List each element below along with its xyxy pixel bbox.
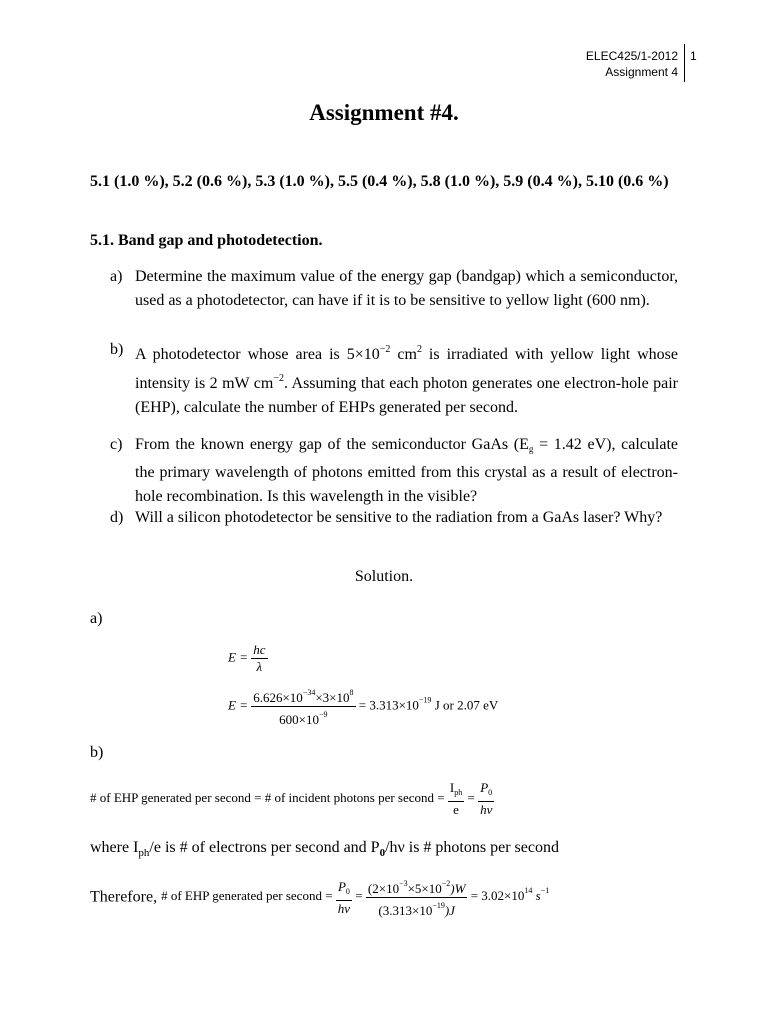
- equation-energy-value: E = $\frac{6.626\times 10^{-34}\times 3\times 10^8}{600\times 10^{-9}}$ = $3.313\times 10^{-19}$ J or 2.07 eV: [228, 685, 498, 728]
- question-a-text: Determine the maximum value of the energy gap (bandgap) which a semiconductor, used as a photodetector, can have if it is to be sensitive to yellow light (600 nm).: [135, 268, 678, 309]
- question-d-label: d): [110, 509, 124, 526]
- question-b: [110, 338, 678, 420]
- question-b-label: b): [110, 341, 124, 358]
- question-b-text: A photodetector whose area is $5\times 10^{-2}$ $cm^2$ is irradiated with yellow light whose intensity is 2 mW $cm^{-2}$. Assuming that each photon generates one electron-hole pair (EHP), calculate the number of EHPs generated per second.: [135, 344, 678, 416]
- question-d-text: Will a silicon photodetector be sensitive to the radiation from a GaAs laser? Why?: [135, 509, 663, 526]
- question-c: [110, 433, 678, 509]
- page-number: 1: [690, 49, 697, 63]
- equation-ehp-rate: # of EHP generated per second = # of incident photons per second = $\frac{I_{ph}}{e}$ = $\frac{P_0}{h\nu}$: [90, 780, 493, 817]
- question-d: [110, 506, 678, 530]
- header-divider: [684, 44, 685, 82]
- header-assignment: Assignment 4: [605, 65, 678, 79]
- question-c-text: From the known energy gap of the semiconductor GaAs ($E_g = 1.42$ eV), calculate the primary wavelength of photons emitted from this crystal as a result of electron-hole recombination. Is this wavelength in the visible?: [135, 436, 678, 505]
- header-course: ELEC425/1-2012: [585, 49, 678, 63]
- weights-list: 5.1 (1.0 %), 5.2 (0.6 %), 5.3 (1.0 %), 5.5 (0.4 %), 5.8 (1.0 %), 5.9 (0.4 %), 5.10 (0.6 %): [90, 173, 669, 190]
- question-c-label: c): [110, 436, 123, 453]
- equation-energy-formula: E = $\frac{hc}{\lambda}$: [228, 642, 266, 674]
- solution-part-b-label: b): [90, 744, 104, 761]
- question-a: [110, 265, 678, 313]
- equation-ehp-result: Therefore, # of EHP generated per second = $\frac{P_0}{h\nu}$ = $\frac{(2\times 10^{-3}\times 5\times 10^{-2})W}{(3.313\times 10^{-19})J}$ = $3.02\times 10^{14}$ $s^{-1}$: [90, 876, 549, 919]
- where-explanation: where $I_{ph}/e$ is # of electrons per second and $P_0/h\nu$ is # photons per second: [90, 839, 559, 859]
- solution-heading: Solution.: [354, 568, 414, 585]
- page-title: Assignment #4.: [309, 100, 459, 125]
- solution-part-a-label: a): [90, 610, 103, 627]
- question-a-label: a): [110, 268, 123, 285]
- section-heading: 5.1. Band gap and photodetection.: [90, 232, 323, 249]
